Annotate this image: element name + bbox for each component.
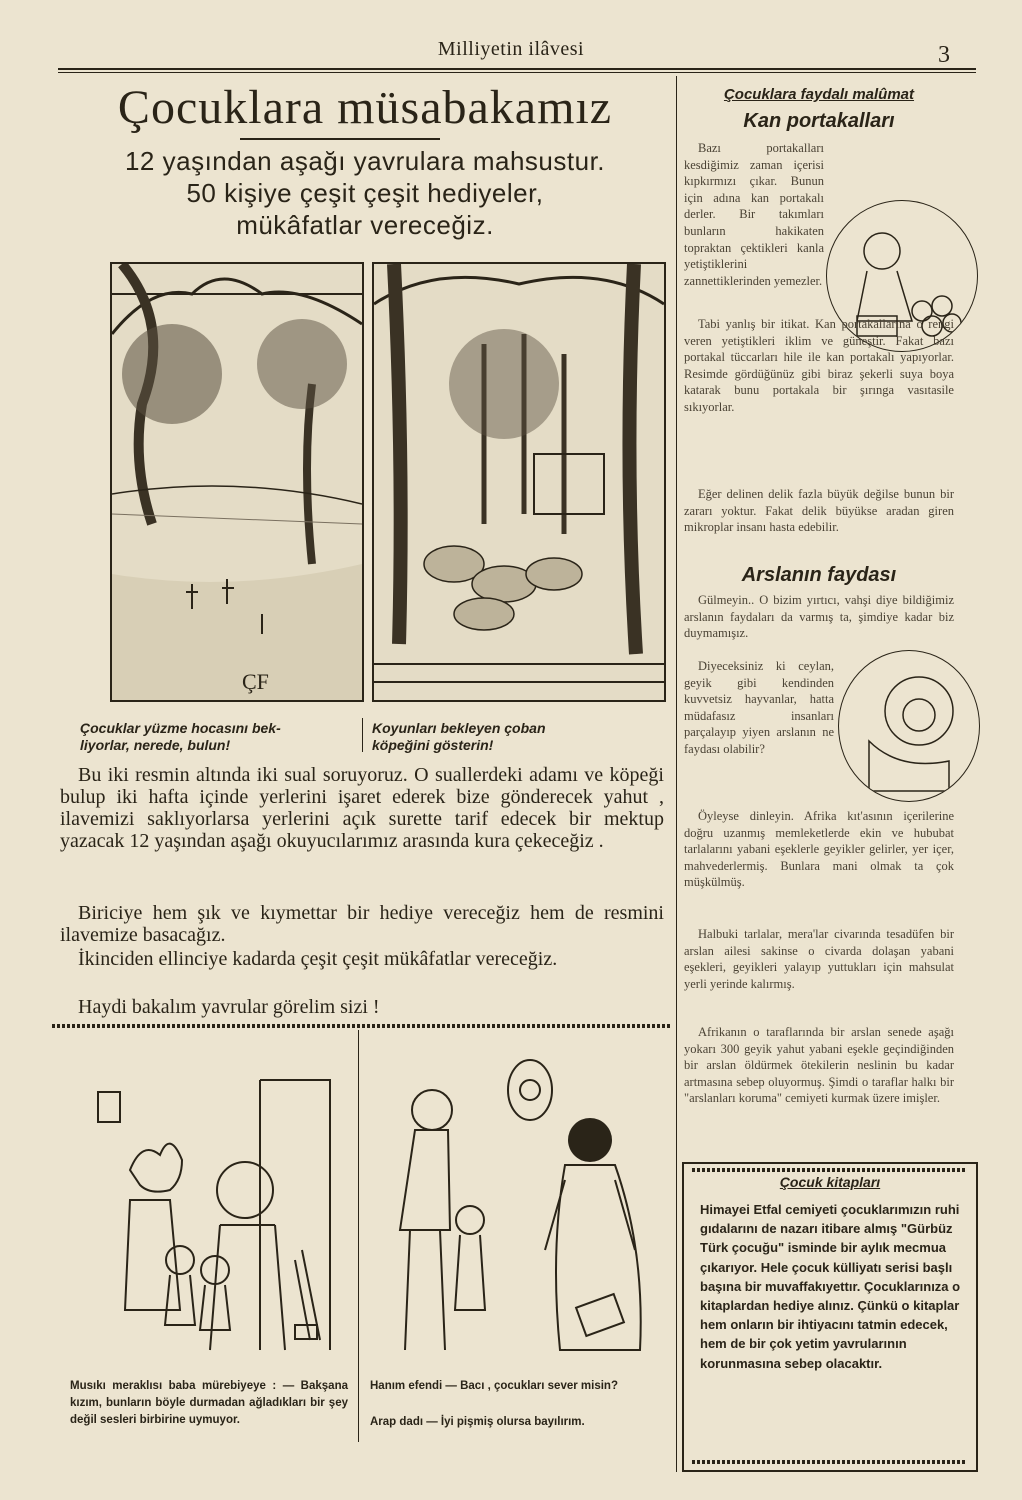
childrens-books-box (682, 1162, 978, 1472)
title-underline (240, 138, 440, 140)
article-blood-oranges-p2: Tabi yanlış bir itikat. Kan portakallarına o rengi veren yetiştikleri iklim ve güneştir. Fakat bazı portakal tüccarları hile ile kan portakalı yapıyorlar. Resimde gördüğünüz gibi biraz şekerli suya boya katarak bunu portakala bir şırınga vasıtasile sıkıyorlar. (684, 317, 954, 414)
page-number: 3 (938, 42, 950, 68)
caption-swimming-line-1: Çocuklar yüzme hocasını bek- (80, 720, 281, 736)
cartoon-nanny-caption-1: Hanım efendi — Bacı , çocukları sever misin? (370, 1380, 618, 1392)
caption-shepherd-line-1: Koyunları bekleyen çoban (372, 720, 546, 736)
column-divider (676, 76, 677, 1472)
childrens-books-title: Çocuk kitapları (779, 1174, 881, 1190)
header-rule-thin (58, 72, 976, 73)
cartoon-divider (358, 1030, 359, 1442)
article-blood-oranges-p3: Eğer delinen delik fazla büyük değilse bunun bir zararı yoktur. Fakat delik büyükse aradan giren mikroplar insanı hasta edebilir. (684, 487, 954, 535)
article-lion-p5: Afrikanın o taraflarında bir arslan senede aşağı yokarı 300 geyik yahut yabani eşekle geçindiğinden bir arslan öldürmek ötekilerin neslinin bu kadar artmasına sebep oluyormuş. Şimdi o taraflar halkı bir "arslanları koruma" cemiyeti kurmak üzere imişler. (684, 1025, 954, 1106)
contest-title: Çocuklara müsabakamız (117, 81, 613, 134)
contest-paragraph-1: Bu iki resmin altında iki sual soruyoruz. O suallerdeki adamı ve köpeği bulup iki hafta içinde yerlerini işaret ederek bize gönderecek yahut , ilavemizi saklıyorlarsa yerlerini açık surette tarif edecek bir mektup yazacak 12 yaşından aşağı okuyucılarımız arasında kura çekeceğiz . (60, 764, 664, 852)
section-divider (52, 1024, 670, 1028)
article-lion-p3: Öyleyse dinleyin. Afrika kıt'asının içerilerine doğru uzanmış memleketlerde ekin ve hububat tarlalarını yabani eşeklerle geyikler gelirler, yer içer, mahvederlermiş. Bunlara mani olmak ta çok müşkülmüş. (684, 809, 954, 890)
article-lion-title: Arslanın faydası (741, 564, 897, 586)
lion-illustration (838, 650, 980, 802)
lion-illustration-drawing (839, 651, 979, 801)
illustration-shepherd-drawing (374, 264, 664, 700)
caption-swimming (80, 720, 360, 754)
running-head: Milliyetin ilâvesi (437, 38, 585, 60)
illustration-shepherd (372, 262, 666, 702)
illustration-swimming-drawing (112, 264, 362, 700)
cartoon-nanny (370, 1050, 660, 1360)
sidebar-heading: Çocuklara faydalı malûmat (723, 86, 915, 103)
article-lion-p1: Gülmeyin.. O bizim yırtıcı, vahşi diye bildiğimiz arslanın faydaları da varmış ta, şimdiye kadar biz duymamışız. (684, 593, 954, 641)
childrens-books-text: Himayei Etfal cemiyeti çocuklarımızın ruhi gıdalarını de nazarı itibare almış "Gürbüz Türk çocuğu" isminde bir aylık mecmua çıkarıyor. Hele çocuk külliyatı serisi başlı başına bir muvaffakıyettır. Çocuklarınıza o kitaplardan hediye alınız. Çünkü o kitaplar hem onların bir ihtiyacını tatmin edecek, hem de bir çok yetim yavrularının korunmasına sebep olacaktır. (700, 1202, 961, 1371)
contest-paragraph-2: Biriciye hem şık ve kıymettar bir hediye vereceğiz hem de resmini ilavemize basacağız. (60, 902, 664, 946)
article-blood-oranges-title: Kan portakalları (743, 110, 895, 132)
box-top-border (692, 1168, 966, 1172)
caption-shepherd (372, 720, 662, 754)
header-rule (58, 68, 976, 70)
cartoon-music-father (70, 1060, 350, 1360)
box-bottom-border (692, 1460, 966, 1464)
article-blood-oranges-p1: Bazı portakalları kesdiğimiz zaman içerisi kıpkırmızı çıkar. Bunun için adına kan portakalı derler. Bir takımları bunların hakikaten topraktan çektikleri kanla yetiştiklerini zannettiklerinden yemezler. (684, 141, 824, 288)
contest-paragraph-4: Haydi bakalım yavrular görelim sizi ! (78, 996, 380, 1018)
caption-divider (362, 718, 363, 752)
article-lion-p2: Diyeceksiniz ki ceylan, geyik gibi kendinden kuvvetsiz hayvanlar, hatta müdafasız insanları parçalayıp yiyen arslanın ne faydası olabilir? (684, 659, 834, 756)
contest-subtitle-3: mükâfatlar vereceğiz. (236, 210, 494, 240)
illustration-signature: ÇF (242, 669, 269, 694)
cartoon-nanny-caption-2: Arap dadı — İyi pişmiş olursa bayılırım. (370, 1416, 585, 1428)
contest-paragraph-3: İkinciden ellinciye kadarda çeşit çeşit mükâfatlar vereceğiz. (78, 948, 558, 970)
caption-shepherd-line-2: köpeğini gösterin! (372, 737, 494, 753)
illustration-swimming (110, 262, 364, 702)
contest-subtitle-2: 50 kişiye çeşit çeşit hediyeler, (186, 178, 544, 208)
cartoon-nanny-drawing (370, 1050, 660, 1360)
cartoon-music-father-caption: Musıkı meraklısı baba mürebiyeye : — Bakşana kızım, bunların böyle durmadan ağladıkları bir şey değil sesleri birbirine uymuyor. (70, 1380, 348, 1426)
caption-swimming-line-2: liyorlar, nerede, bulun! (80, 737, 231, 753)
cartoon-music-father-drawing (70, 1060, 350, 1360)
contest-subtitle-1: 12 yaşından aşağı yavrulara mahsustur. (124, 146, 606, 176)
article-lion-p4: Halbuki tarlalar, mera'lar civarında tesadüfen bir arslan ailesi sakinse o civarda dolaşan yabani eşekleri, geyikleri yalayıp yuttukları için mahsulat yerli yerinde kalırmış. (684, 927, 954, 991)
